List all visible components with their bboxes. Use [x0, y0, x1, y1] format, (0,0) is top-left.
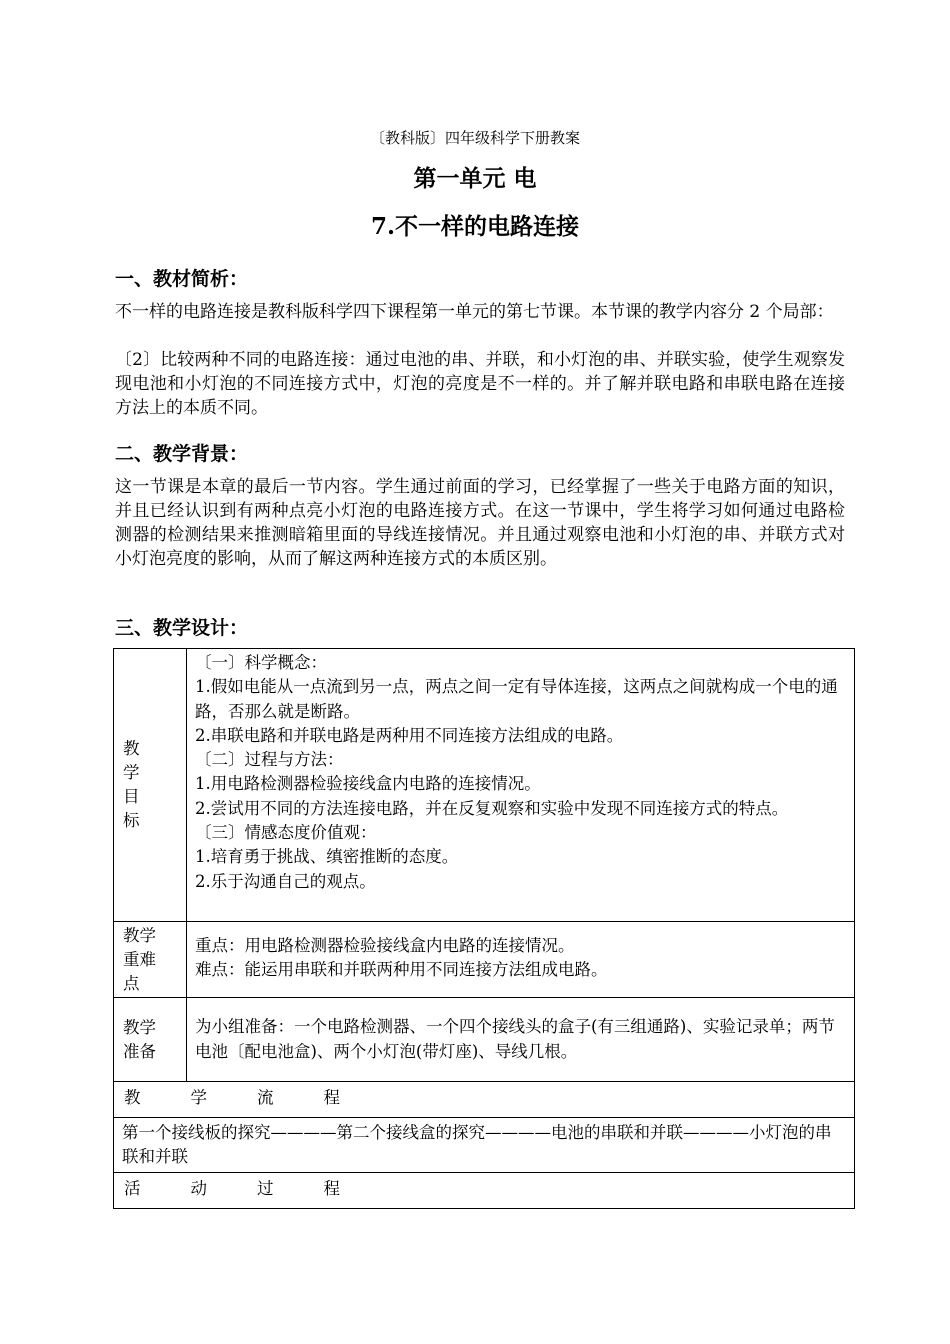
key-points-row	[114, 922, 855, 998]
goals-label-char: 教	[123, 739, 140, 758]
goals-line: 〔一〕科学概念：	[195, 653, 327, 672]
lesson-title: 7.不一样的电路连接	[370, 213, 579, 240]
preparation-text: 为小组准备：一个电路检测器、一个四个接线头的盒子(有三组通路)、实验记录单；两节电池〔配电池盒)、两个小灯泡(带灯座)、导线几根。	[195, 1017, 835, 1061]
key-points-label-line: 点	[123, 973, 140, 993]
unit-title: 第一单元 电	[413, 165, 537, 192]
background-paragraph: 这一节课是本章的最后一节内容。学生通过前面的学习，已经掌握了一些关于电路方面的知识，并且已经认识到有两种点亮小灯泡的电路连接方式。在这一节课中，学生将学习如何通过电路检测器的检测结果来推测暗箱里面的导线连接情况。并且通过观察电池和小灯泡的串、并联方式对小灯泡亮度的影响，从而了解这两种连接方式的本质区别。	[115, 477, 845, 569]
preparation-row	[114, 998, 855, 1082]
activity-heading-char: 程	[323, 1179, 340, 1198]
activity-heading-row	[114, 1173, 855, 1209]
process-flow-cell	[114, 1118, 855, 1173]
document-subtitle: 〔教科版〕四年级科学下册教案	[369, 129, 580, 147]
goals-line: 2.串联电路和并联电路是两种用不同连接方法组成的电路。	[195, 725, 624, 745]
activity-heading-char: 动	[190, 1179, 207, 1198]
process-heading-char: 流	[257, 1088, 274, 1107]
section-heading-design: 三、教学设计：	[115, 617, 249, 639]
key-points-content-cell	[187, 922, 855, 998]
process-heading-cell	[114, 1082, 855, 1118]
process-heading-char: 程	[323, 1088, 340, 1107]
goals-label-char: 标	[123, 811, 140, 830]
key-points-label-cell	[114, 922, 187, 998]
goals-label-cell	[114, 649, 187, 922]
section-heading-background: 二、教学背景：	[115, 443, 249, 465]
goals-line: 1.用电路检测器检验接线盒内电路的连接情况。	[195, 774, 541, 794]
activity-heading-char: 过	[257, 1179, 274, 1198]
preparation-label-cell	[114, 998, 187, 1082]
goals-line: 2.乐于沟通自己的观点。	[195, 871, 376, 891]
goals-line: 2.尝试用不同的方法连接电路，并在反复观察和实验中发现不同连接方式的特点。	[195, 798, 789, 818]
goals-content-cell	[187, 649, 855, 922]
process-heading-char: 教	[124, 1088, 141, 1107]
goals-label-char: 目	[123, 787, 140, 806]
process-flow-row	[114, 1118, 855, 1173]
difficulty-text: 难点：能运用串联和并联两种用不同连接方法组成电路。	[195, 960, 608, 980]
goals-line: 〔二〕过程与方法：	[195, 750, 344, 770]
focus-text: 重点：用电路检测器检验接线盒内电路的连接情况。	[195, 936, 575, 955]
key-points-label-line: 重难	[123, 949, 156, 969]
activity-heading-cell	[114, 1173, 855, 1209]
materials-paragraph-2: 〔2〕比较两种不同的电路连接：通过电池的串、并联，和小灯泡的串、并联实验，使学生观察发现电池和小灯泡的不同连接方式中，灯泡的亮度是不一样的。并了解并联电路和串联电路在连接方法上的本质不同。	[115, 350, 845, 418]
process-heading-char: 学	[190, 1088, 207, 1107]
teaching-design-table	[113, 648, 855, 1209]
goals-line: 1.假如电能从一点流到另一点，两点之间一定有导体连接，这两点之间就构成一个电的通路，否那么就是断路。	[195, 677, 838, 721]
goals-line: 1.培育勇于挑战、缜密推断的态度。	[195, 847, 459, 867]
preparation-label-line: 准备	[123, 1041, 156, 1061]
goals-row	[114, 649, 855, 922]
goals-line: 〔三〕情感态度价值观：	[195, 823, 377, 843]
materials-paragraph-1: 不一样的电路连接是教科版科学四下课程第一单元的第七节课。本节课的教学内容分 2 个局部：	[115, 302, 834, 322]
goals-label-char: 学	[123, 763, 140, 782]
activity-heading-char: 活	[124, 1179, 141, 1198]
preparation-content-cell	[187, 998, 855, 1082]
preparation-label-line: 教学	[123, 1017, 156, 1037]
section-heading-materials: 一、教材简析：	[115, 268, 249, 290]
process-heading-row	[114, 1082, 855, 1118]
key-points-label-line: 教学	[123, 925, 156, 945]
process-flow-text: 第一个接线板的探究————第二个接线盒的探究————电池的串联和并联————小灯泡的串联和并联	[122, 1123, 832, 1166]
